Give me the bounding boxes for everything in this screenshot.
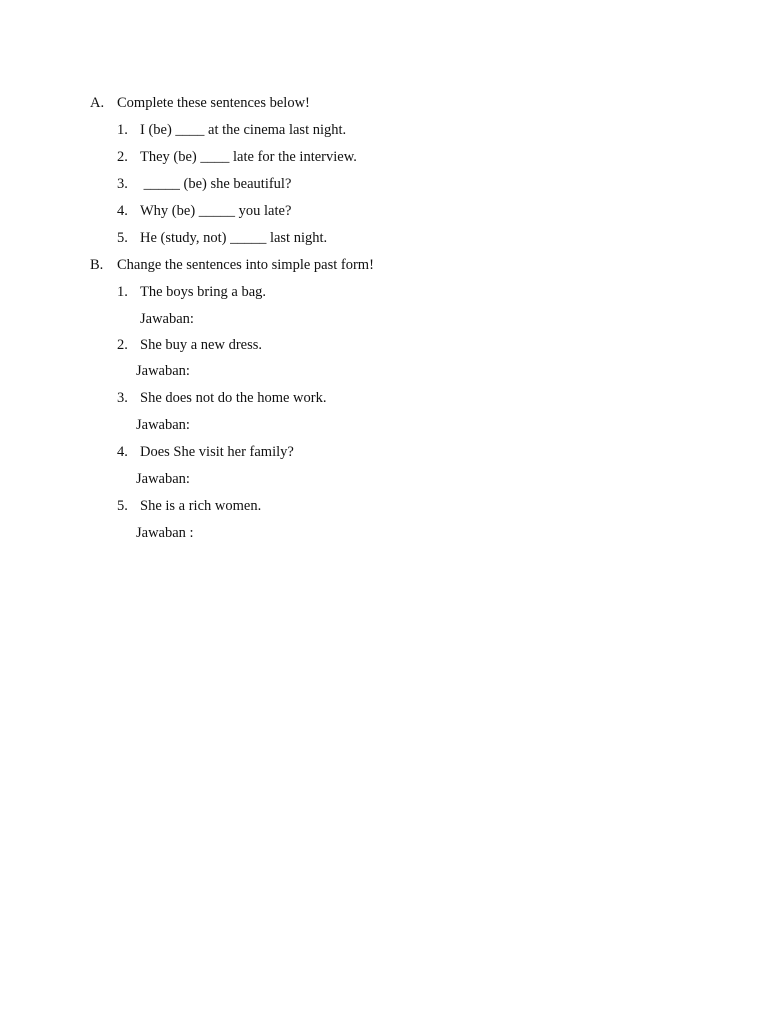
section-b-item-1-number: 1.: [117, 284, 128, 300]
section-b-item-4-text: Does She visit her family?: [140, 444, 294, 460]
section-b-item-3-number: 3.: [117, 390, 128, 406]
section-b-item-2-number: 2.: [117, 337, 128, 353]
section-b-item-3-text: She does not do the home work.: [140, 390, 327, 406]
section-a-item-4-number: 4.: [117, 203, 128, 219]
section-a-letter: A.: [90, 95, 105, 111]
section-a-item-4-text: Why (be) _____ you late?: [140, 203, 292, 219]
section-b-item-4-answer: Jawaban:: [136, 471, 190, 487]
section-b-item-2-text: She buy a new dress.: [140, 337, 263, 353]
section-a-title: Complete these sentences below!: [117, 95, 310, 111]
section-a-item-1-number: 1.: [117, 122, 128, 138]
section-b-item-5-number: 5.: [117, 498, 128, 514]
section-a-item-3-number: 3.: [117, 176, 128, 192]
section-b-item-4-number: 4.: [117, 444, 128, 460]
section-a-item-1-text: I (be) ____ at the cinema last night.: [140, 122, 347, 138]
section-b-title: Change the sentences into simple past form!: [117, 257, 374, 273]
section-a-item-2-number: 2.: [117, 149, 128, 165]
section-a-item-5-number: 5.: [117, 230, 128, 246]
section-a-item-3-text: _____ (be) she beautiful?: [140, 176, 292, 192]
section-b-item-2-answer: Jawaban:: [136, 363, 190, 379]
section-b-item-5-answer: Jawaban :: [136, 525, 194, 541]
section-b-letter: B.: [90, 257, 104, 273]
section-b-item-1-answer: Jawaban:: [140, 311, 194, 327]
section-b-item-1-text: The boys bring a bag.: [140, 284, 267, 300]
section-b-item-3-answer: Jawaban:: [136, 417, 190, 433]
section-b-item-5-text: She is a rich women.: [140, 498, 262, 514]
section-a-item-5-text: He (study, not) _____ last night.: [140, 230, 328, 246]
section-a-item-2-text: They (be) ____ late for the interview.: [140, 149, 357, 165]
